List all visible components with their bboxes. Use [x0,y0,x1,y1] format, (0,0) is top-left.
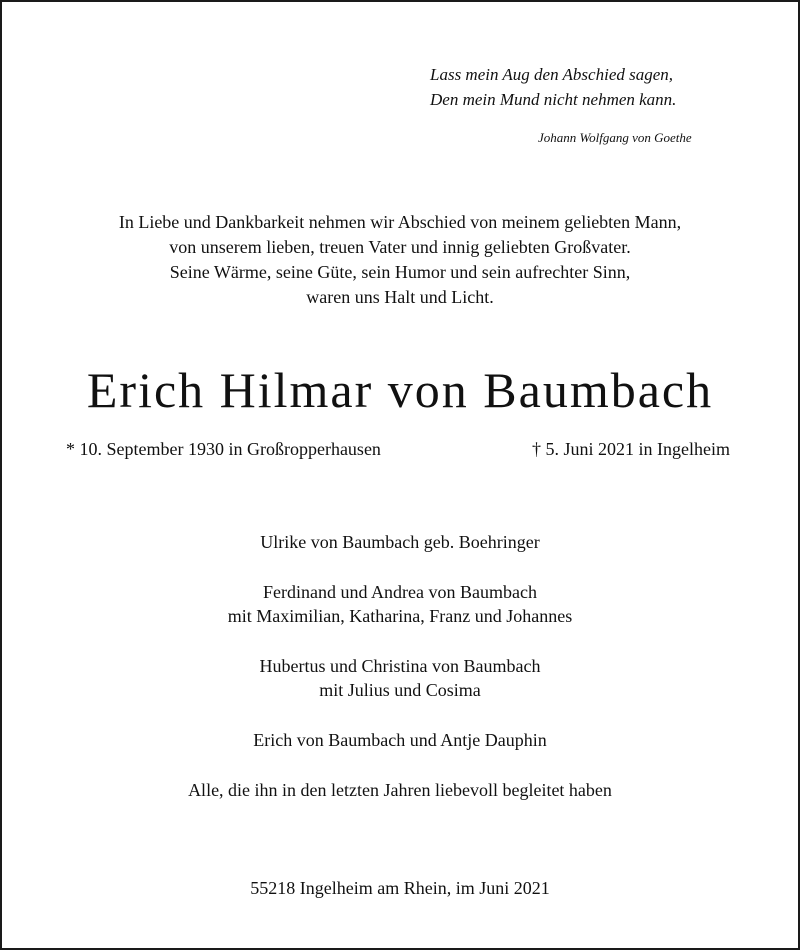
intro-line: Seine Wärme, seine Güte, sein Humor und sein aufrechter Sinn, [169,262,631,282]
mourner-group [2,530,798,554]
quote-line: Lass mein Aug den Abschied sagen, [430,65,674,84]
mourner-line: Ulrike von Baumbach geb. Boehringer [260,532,540,552]
quote-author: Johann Wolfgang von Goethe [538,130,692,145]
mourner-group [2,778,798,802]
mourner-line: Alle, die ihn in den letzten Jahren liebevoll begleitet haben [188,780,612,800]
intro-line: In Liebe und Dankbarkeit nehmen wir Abschied von meinem geliebten Mann, [118,212,682,232]
mourner-line: Erich von Baumbach und Antje Dauphin [253,730,547,750]
mourner-group [2,654,798,702]
mourner-group [2,580,798,628]
goethe-quote [430,62,770,112]
mourner-line: Hubertus und Christina von Baumbach [259,656,541,676]
birth-date: * 10. September 1930 in Großropperhausen [66,439,381,459]
intro-line: von unserem lieben, treuen Vater und innig geliebten Großvater. [169,237,631,257]
quote-line: Den mein Mund nicht nehmen kann. [430,90,677,109]
mourner-line: mit Maximilian, Katharina, Franz und Johannes [227,606,573,626]
deceased-name: Erich Hilmar von Baumbach [86,362,714,418]
mourner-line: Ferdinand und Andrea von Baumbach [263,582,537,602]
place-and-date: 55218 Ingelheim am Rhein, im Juni 2021 [250,878,550,898]
mourner-line: mit Julius und Cosima [319,680,481,700]
mourner-group [2,728,798,752]
intro-line: waren uns Halt und Licht. [306,287,494,307]
intro-text [2,210,798,310]
mourners-list [2,530,798,828]
death-date: † 5. Juni 2021 in Ingelheim [532,439,730,459]
